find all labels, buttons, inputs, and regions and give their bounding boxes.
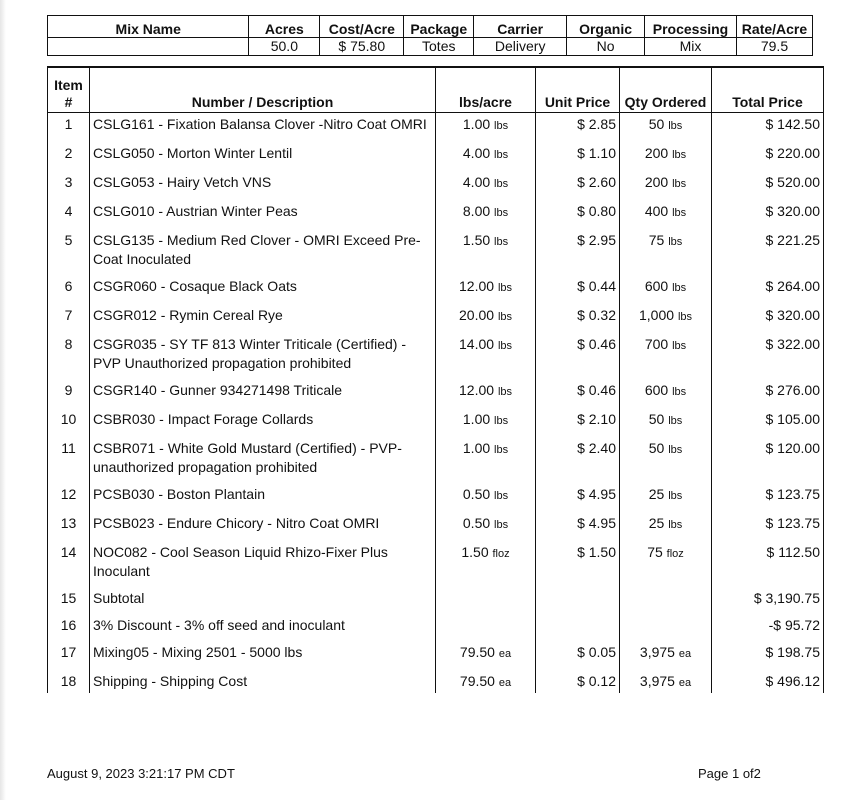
lbs-per-acre <box>436 379 536 408</box>
summary-header-cost-acre: Cost/Acre <box>320 16 404 38</box>
item-number-value: 7 <box>64 307 73 323</box>
item-number <box>48 171 90 200</box>
summary-package: Totes <box>404 38 474 56</box>
item-number-value: 4 <box>64 203 73 219</box>
table-row <box>48 333 824 379</box>
table-row <box>48 541 824 587</box>
summary-header-package: Package <box>404 16 474 38</box>
lbs-per-acre-value: 8.00 <box>462 203 491 219</box>
lbs-per-acre-value: 1.00 <box>462 116 491 132</box>
item-description <box>90 142 436 171</box>
item-number-value: 10 <box>60 411 77 427</box>
total-price-value: $ 221.25 <box>765 232 820 248</box>
total-price <box>712 408 824 437</box>
item-description <box>90 483 436 512</box>
summary-cost-acre: $ 75.80 <box>320 38 404 56</box>
total-price <box>712 379 824 408</box>
total-price <box>712 142 824 171</box>
total-price-value: $ 105.00 <box>765 411 820 427</box>
item-description-value: CSGR035 - SY TF 813 Winter Triticale (Certified) - PVP Unauthorized propagation prohibited <box>93 336 407 371</box>
unit-price-value: $ 0.44 <box>577 278 616 294</box>
unit-price <box>536 275 620 304</box>
item-number <box>48 113 90 143</box>
lbs-per-acre <box>436 229 536 275</box>
total-price-value: $ 520.00 <box>765 174 820 190</box>
print-timestamp: August 9, 2023 3:21:17 PM CDT <box>47 766 235 781</box>
unit-price-value: $ 4.95 <box>577 486 616 502</box>
item-number <box>48 333 90 379</box>
lbs-per-acre <box>436 142 536 171</box>
item-description <box>90 200 436 229</box>
lbs-per-acre-value: 79.50 <box>459 644 495 660</box>
qty-ordered-value: 700 <box>644 336 669 352</box>
qty-ordered-unit: lbs <box>668 490 683 502</box>
header-unit-price: Unit Price <box>536 67 620 113</box>
item-description-value: CSGR140 - Gunner 934271498 Triticale <box>93 382 343 398</box>
qty-ordered-value: 3,975 <box>639 644 675 660</box>
total-price-value: $ 264.00 <box>765 278 820 294</box>
total-price <box>712 304 824 333</box>
item-number-value: 9 <box>64 382 73 398</box>
item-description <box>90 437 436 483</box>
unit-price-value: $ 0.80 <box>577 203 616 219</box>
item-description-value: NOC082 - Cool Season Liquid Rhizo-Fixer Plus Inoculant <box>93 544 388 579</box>
unit-price <box>536 408 620 437</box>
qty-ordered-unit: lbs <box>668 120 683 132</box>
summary-value-row <box>48 38 813 56</box>
qty-ordered-unit: lbs <box>668 415 683 427</box>
qty-ordered <box>620 541 712 587</box>
lbs-per-acre <box>436 641 536 670</box>
item-description-value: CSBR071 - White Gold Mustard (Certified) - PVP-unauthorized propagation prohibited <box>93 440 402 475</box>
item-number-value: 5 <box>64 232 73 248</box>
total-price-value: $ 120.00 <box>765 440 820 456</box>
item-description-value: CSLG053 - Hairy Vetch VNS <box>93 174 272 190</box>
lbs-per-acre-value: 4.00 <box>462 145 491 161</box>
lbs-per-acre-value: 0.50 <box>462 486 491 502</box>
unit-price-value: $ 1.10 <box>577 145 616 161</box>
qty-ordered <box>620 200 712 229</box>
lbs-per-acre <box>436 200 536 229</box>
page-number: Page 1 of2 <box>698 766 761 781</box>
item-number <box>48 437 90 483</box>
summary-header-rate-acre: Rate/Acre <box>736 16 812 38</box>
lbs-per-acre-unit: lbs <box>494 519 509 531</box>
header-total-price: Total Price <box>712 67 824 113</box>
item-description <box>90 333 436 379</box>
lbs-per-acre-value: 12.00 <box>459 382 495 398</box>
total-price <box>712 541 824 587</box>
item-number-value: 16 <box>60 617 77 633</box>
item-number <box>48 587 90 614</box>
item-number <box>48 379 90 408</box>
item-number <box>48 512 90 541</box>
summary-header-organic: Organic <box>567 16 645 38</box>
lbs-per-acre-value: 12.00 <box>459 278 495 294</box>
lbs-per-acre <box>436 614 536 641</box>
item-description <box>90 379 436 408</box>
unit-price <box>536 304 620 333</box>
table-row <box>48 408 824 437</box>
total-price <box>712 437 824 483</box>
qty-ordered-unit: ea <box>678 677 692 689</box>
lbs-per-acre-unit: lbs <box>494 236 509 248</box>
total-price-value: $ 123.75 <box>765 486 820 502</box>
item-number-value: 12 <box>60 486 77 502</box>
table-row <box>48 483 824 512</box>
table-row <box>48 200 824 229</box>
item-description-value: PCSB023 - Endure Chicory - Nitro Coat OMRI <box>93 515 380 531</box>
summary-header-processing: Processing <box>645 16 737 38</box>
unit-price-value: $ 1.50 <box>577 544 616 560</box>
unit-price <box>536 670 620 693</box>
table-row <box>48 614 824 641</box>
lbs-per-acre-unit: floz <box>492 548 510 560</box>
summary-carrier: Delivery <box>474 38 567 56</box>
qty-ordered <box>620 275 712 304</box>
qty-ordered <box>620 304 712 333</box>
qty-ordered-unit: lbs <box>672 207 687 219</box>
qty-ordered-unit: lbs <box>672 149 687 161</box>
summary-mix-name <box>48 38 249 56</box>
page-edge-shadow <box>0 0 6 800</box>
item-description <box>90 304 436 333</box>
lbs-per-acre-unit: lbs <box>497 282 512 294</box>
item-description <box>90 113 436 143</box>
lbs-per-acre <box>436 483 536 512</box>
unit-price-value: $ 2.10 <box>577 411 616 427</box>
item-description <box>90 541 436 587</box>
unit-price <box>536 200 620 229</box>
table-row <box>48 641 824 670</box>
unit-price <box>536 512 620 541</box>
lbs-per-acre <box>436 304 536 333</box>
item-number <box>48 670 90 693</box>
unit-price <box>536 379 620 408</box>
unit-price <box>536 541 620 587</box>
total-price-value: $ 320.00 <box>765 203 820 219</box>
total-price-value: $ 220.00 <box>765 145 820 161</box>
header-lbs-acre: lbs/acre <box>436 67 536 113</box>
item-number <box>48 541 90 587</box>
qty-ordered-unit: lbs <box>672 178 687 190</box>
total-price <box>712 171 824 200</box>
table-row <box>48 379 824 408</box>
item-description-value: CSLG135 - Medium Red Clover - OMRI Exceed Pre-Coat Inoculated <box>93 232 421 267</box>
unit-price-value: $ 4.95 <box>577 515 616 531</box>
qty-ordered <box>620 587 712 614</box>
qty-ordered-unit: lbs <box>677 311 692 323</box>
total-price-value: $ 496.12 <box>765 673 820 689</box>
table-row <box>48 142 824 171</box>
lbs-per-acre-unit: lbs <box>494 207 509 219</box>
item-number-value: 3 <box>64 174 73 190</box>
item-description-value: CSBR030 - Impact Forage Collards <box>93 411 314 427</box>
lbs-per-acre <box>436 587 536 614</box>
table-row <box>48 113 824 143</box>
total-price <box>712 113 824 143</box>
lbs-per-acre-unit: lbs <box>494 178 509 190</box>
total-price-value: $ 320.00 <box>765 307 820 323</box>
item-description <box>90 641 436 670</box>
lbs-per-acre-unit: lbs <box>494 149 509 161</box>
header-qty-ordered: Qty Ordered <box>620 67 712 113</box>
total-price <box>712 200 824 229</box>
qty-ordered <box>620 512 712 541</box>
item-number <box>48 408 90 437</box>
qty-ordered-value: 600 <box>644 278 669 294</box>
total-price-value: $ 198.75 <box>765 644 820 660</box>
qty-ordered-value: 75 <box>648 232 665 248</box>
item-description <box>90 408 436 437</box>
table-row <box>48 275 824 304</box>
lbs-per-acre-unit: lbs <box>497 386 512 398</box>
unit-price <box>536 587 620 614</box>
qty-ordered-value: 50 <box>648 411 665 427</box>
table-row <box>48 171 824 200</box>
item-number <box>48 483 90 512</box>
lbs-per-acre-unit: ea <box>498 648 512 660</box>
item-description <box>90 275 436 304</box>
item-description-value: Shipping - Shipping Cost <box>93 673 248 689</box>
table-row <box>48 670 824 693</box>
lbs-per-acre <box>436 670 536 693</box>
qty-ordered-value: 200 <box>644 174 669 190</box>
unit-price <box>536 113 620 143</box>
unit-price <box>536 142 620 171</box>
total-price-value: $ 142.50 <box>765 116 820 132</box>
qty-ordered-unit: lbs <box>668 236 683 248</box>
table-row <box>48 304 824 333</box>
lbs-per-acre <box>436 408 536 437</box>
total-price-value: $ 112.50 <box>766 544 820 560</box>
lbs-per-acre-value: 1.00 <box>462 440 491 456</box>
total-price <box>712 229 824 275</box>
qty-ordered <box>620 408 712 437</box>
qty-ordered-value: 600 <box>644 382 669 398</box>
lbs-per-acre-unit: lbs <box>494 120 509 132</box>
qty-ordered-unit: floz <box>666 548 684 560</box>
item-number-value: 6 <box>64 278 73 294</box>
summary-acres: 50.0 <box>249 38 320 56</box>
table-row <box>48 587 824 614</box>
qty-ordered-value: 3,975 <box>639 673 675 689</box>
qty-ordered <box>620 229 712 275</box>
lbs-per-acre <box>436 541 536 587</box>
table-row <box>48 229 824 275</box>
table-row <box>48 512 824 541</box>
item-number <box>48 200 90 229</box>
qty-ordered-value: 200 <box>644 145 669 161</box>
lbs-per-acre-unit: lbs <box>494 490 509 502</box>
item-description <box>90 229 436 275</box>
total-price-value: $ 322.00 <box>765 336 820 352</box>
lbs-per-acre-unit: ea <box>498 677 512 689</box>
qty-ordered-unit: lbs <box>672 340 687 352</box>
total-price <box>712 333 824 379</box>
item-description-value: CSLG161 - Fixation Balansa Clover -Nitro Coat OMRI <box>93 116 427 132</box>
lbs-per-acre-value: 0.50 <box>462 515 491 531</box>
line-items-table <box>47 66 824 693</box>
total-price <box>712 512 824 541</box>
lbs-per-acre-unit: lbs <box>494 415 509 427</box>
unit-price <box>536 614 620 641</box>
item-number-value: 15 <box>60 590 77 606</box>
total-price <box>712 670 824 693</box>
lbs-per-acre <box>436 113 536 143</box>
unit-price-value: $ 0.05 <box>577 644 616 660</box>
items-body <box>48 113 824 694</box>
qty-ordered <box>620 670 712 693</box>
qty-ordered-unit: ea <box>678 648 692 660</box>
mix-summary-table <box>47 15 813 56</box>
total-price <box>712 275 824 304</box>
item-number-value: 14 <box>60 544 77 560</box>
qty-ordered-unit: lbs <box>668 519 683 531</box>
summary-header-carrier: Carrier <box>474 16 567 38</box>
item-description <box>90 587 436 614</box>
summary-header-acres: Acres <box>249 16 320 38</box>
total-price-value: -$ 95.72 <box>768 617 820 633</box>
total-price <box>712 587 824 614</box>
item-number-value: 1 <box>64 116 73 132</box>
qty-ordered-value: 75 <box>647 544 663 560</box>
item-description-value: 3% Discount - 3% off seed and inoculant <box>93 617 345 633</box>
item-description-value: CSGR012 - Rymin Cereal Rye <box>93 307 283 323</box>
item-description <box>90 171 436 200</box>
qty-ordered-unit: lbs <box>672 386 687 398</box>
lbs-per-acre-unit: lbs <box>497 340 512 352</box>
item-description-value: CSLG010 - Austrian Winter Peas <box>93 203 298 219</box>
lbs-per-acre <box>436 275 536 304</box>
qty-ordered <box>620 483 712 512</box>
item-number-value: 18 <box>60 673 77 689</box>
item-description <box>90 512 436 541</box>
lbs-per-acre-value: 1.00 <box>462 411 491 427</box>
item-description-value: Subtotal <box>93 590 145 606</box>
unit-price-value: $ 2.85 <box>577 116 616 132</box>
item-description-value: CSGR060 - Cosaque Black Oats <box>93 278 297 294</box>
qty-ordered-unit: lbs <box>668 444 683 456</box>
qty-ordered <box>620 614 712 641</box>
items-header-row <box>48 67 824 113</box>
qty-ordered-value: 25 <box>648 486 665 502</box>
unit-price-value: $ 0.32 <box>577 307 616 323</box>
qty-ordered <box>620 113 712 143</box>
qty-ordered <box>620 333 712 379</box>
unit-price-value: $ 2.60 <box>577 174 616 190</box>
summary-processing: Mix <box>645 38 737 56</box>
header-description: Number / Description <box>90 67 436 113</box>
item-description-value: Mixing05 - Mixing 2501 - 5000 lbs <box>93 644 303 660</box>
lbs-per-acre-unit: lbs <box>497 311 512 323</box>
lbs-per-acre <box>436 171 536 200</box>
item-number-value: 17 <box>60 644 77 660</box>
table-row <box>48 437 824 483</box>
item-number <box>48 142 90 171</box>
lbs-per-acre-value: 14.00 <box>459 336 495 352</box>
qty-ordered <box>620 379 712 408</box>
qty-ordered-value: 25 <box>648 515 665 531</box>
unit-price <box>536 483 620 512</box>
unit-price-value: $ 0.46 <box>577 382 616 398</box>
qty-ordered <box>620 641 712 670</box>
total-price-value: $ 276.00 <box>765 382 820 398</box>
total-price-value: $ 3,190.75 <box>753 590 820 606</box>
qty-ordered <box>620 171 712 200</box>
total-price <box>712 641 824 670</box>
qty-ordered-value: 400 <box>644 203 669 219</box>
header-item-number: Item # <box>48 67 90 113</box>
item-number-value: 8 <box>64 336 73 352</box>
lbs-per-acre-value: 79.50 <box>459 673 495 689</box>
total-price <box>712 614 824 641</box>
lbs-per-acre-value: 20.00 <box>459 307 495 323</box>
item-number <box>48 304 90 333</box>
qty-ordered <box>620 437 712 483</box>
item-description-value: CSLG050 - Morton Winter Lentil <box>93 145 293 161</box>
lbs-per-acre-unit: lbs <box>494 444 509 456</box>
item-number <box>48 641 90 670</box>
unit-price <box>536 333 620 379</box>
lbs-per-acre <box>436 512 536 541</box>
qty-ordered <box>620 142 712 171</box>
item-description-value: PCSB030 - Boston Plantain <box>93 486 265 502</box>
unit-price-value: $ 2.95 <box>577 232 616 248</box>
unit-price <box>536 437 620 483</box>
qty-ordered-value: 50 <box>648 116 665 132</box>
item-number <box>48 229 90 275</box>
lbs-per-acre-value: 1.50 <box>461 544 489 560</box>
lbs-per-acre <box>436 333 536 379</box>
item-description <box>90 670 436 693</box>
summary-organic: No <box>567 38 645 56</box>
item-number-value: 2 <box>64 145 73 161</box>
summary-rate-acre: 79.5 <box>736 38 812 56</box>
item-number-value: 13 <box>60 515 77 531</box>
lbs-per-acre-value: 4.00 <box>462 174 491 190</box>
unit-price-value: $ 0.46 <box>577 336 616 352</box>
item-number <box>48 614 90 641</box>
qty-ordered-value: 50 <box>648 440 665 456</box>
unit-price-value: $ 2.40 <box>577 440 616 456</box>
item-number-value: 11 <box>61 440 76 456</box>
lbs-per-acre-value: 1.50 <box>462 232 491 248</box>
lbs-per-acre <box>436 437 536 483</box>
item-description <box>90 614 436 641</box>
unit-price <box>536 171 620 200</box>
qty-ordered-unit: lbs <box>672 282 687 294</box>
item-number <box>48 275 90 304</box>
unit-price <box>536 229 620 275</box>
summary-header-mix-name: Mix Name <box>48 16 249 38</box>
total-price-value: $ 123.75 <box>765 515 820 531</box>
unit-price-value: $ 0.12 <box>577 673 616 689</box>
summary-header-row <box>48 16 813 38</box>
unit-price <box>536 641 620 670</box>
qty-ordered-value: 1,000 <box>639 307 675 323</box>
total-price <box>712 483 824 512</box>
